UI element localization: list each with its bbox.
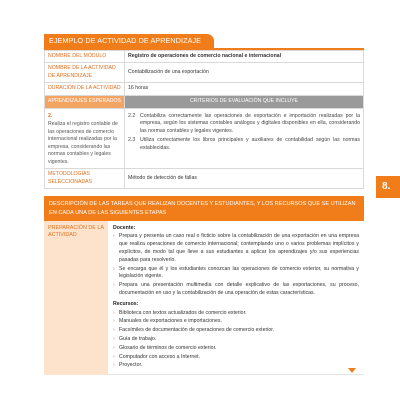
recursos-label: Recursos:	[113, 300, 139, 307]
criterio-number: 2.3	[128, 137, 136, 144]
bullet-arrow-icon: ›	[113, 327, 115, 334]
actividad-label: NOMBRE DE LA ACTIVIDAD DE APRENDIZAJE	[45, 63, 125, 83]
aprendizaje-row	[45, 108, 364, 169]
actividad-row	[45, 63, 364, 83]
activity-sheet	[44, 34, 364, 375]
list-item	[113, 327, 359, 335]
aprendizaje-cell	[45, 108, 125, 169]
continue-arrow-icon	[348, 368, 356, 373]
list-item	[113, 282, 359, 298]
list-item	[113, 310, 359, 318]
criterios-header: CRITERIOS DE EVALUACIÓN QUE INCLUYE	[125, 95, 364, 108]
preparacion-label: PREPARACIÓN DE LA ACTIVIDAD	[44, 221, 108, 376]
list-item	[113, 318, 359, 326]
aprendizajes-header: APRENDIZAJES ESPERADOS	[45, 95, 125, 108]
bullet-arrow-icon: ›	[113, 282, 115, 289]
list-item-text: Biblioteca con textos actualizados de comercio exterior.	[119, 309, 247, 316]
activity-info-table	[44, 50, 364, 190]
bullet-arrow-icon: ›	[113, 353, 115, 360]
list-item-text: Facsímiles de documentación de operaciones de comercio exterior.	[119, 327, 275, 334]
bullet-arrow-icon: ›	[113, 309, 115, 316]
header-row	[45, 95, 364, 108]
list-item-text: Guía de trabajo.	[119, 335, 157, 342]
aprendizaje-text: Realiza el registro contable de las operaciones de comercio internacional realizadas por la empresa, considerando las normas contables y legales vigentes.	[48, 121, 118, 165]
page-section-badge: 8.	[376, 176, 400, 198]
bullet-arrow-icon: ›	[113, 318, 115, 325]
modulo-label: NOMBRE DEL MÓDULO	[45, 50, 125, 63]
bullet-arrow-icon: ›	[113, 335, 115, 342]
bullet-arrow-icon: ›	[113, 233, 115, 240]
duracion-row	[45, 83, 364, 96]
metodologias-label: METODOLOGÍAS SELECCIONADAS	[45, 169, 125, 189]
bullet-arrow-icon: ›	[113, 362, 115, 369]
list-item	[113, 233, 359, 264]
modulo-value: Registro de operaciones de comercio nacional e internacional	[125, 50, 364, 63]
metodologias-value: Método de detección de fallas	[125, 169, 364, 189]
preparacion-content	[108, 221, 364, 376]
list-item	[113, 266, 359, 282]
preparacion-row	[44, 221, 364, 376]
list-item-text: Glosario de términos de comercio exterior.	[119, 344, 217, 351]
list-item	[113, 345, 359, 353]
list-item-text: Proyector.	[119, 362, 143, 369]
modulo-row	[45, 50, 364, 63]
sheet-title: EJEMPLO DE ACTIVIDAD DE APRENDIZAJE	[44, 34, 214, 48]
list-item-text: Se encarga que él y los estudiantes conozcan las operaciones de comercio exterior, su normativa y legislación vigente.	[119, 265, 359, 280]
bullet-arrow-icon: ›	[113, 344, 115, 351]
actividad-value: Contabilización de una exportación	[125, 63, 364, 83]
criterio-text: Utiliza correctamente los libros principales y auxiliares de contabilidad según las normas establecidas.	[140, 137, 360, 151]
criterio-number: 2.2	[128, 112, 136, 119]
tasks-section-header: DESCRIPCIÓN DE LAS TAREAS QUE REALIZAN DOCENTES Y ESTUDIANTES, Y LOS RECURSOS QUE SE UTILIZAN EN CADA UNA DE LAS SIGUIENTES ETAPAS	[44, 196, 364, 220]
duracion-label: DURACIÓN DE LA ACTIVIDAD	[45, 83, 125, 96]
list-item-text: Prepara y presenta un caso real o ficticio sobre la contabilización de una exportación en una empresa que realiza operaciones de comercio internacional; contemplando uno o varios problemas implícitos y explícitos, de modo tal que lleve a sus estudiantes a aplicar los aprendizajes y/o sus experiencias pasadas para resolverlo.	[119, 233, 359, 263]
list-item	[113, 354, 359, 362]
duracion-value: 16 horas	[125, 83, 364, 96]
criterio-text: Contabiliza correctamente las operaciones de exportación e importación realizadas por la empresa, según los sistemas contables análogos y digitales disponibles en ella, considerando las normas contables y legales vigentes.	[140, 112, 360, 134]
list-item	[113, 362, 359, 370]
criterios-cell	[125, 108, 364, 169]
list-item-text: Manuales de exportaciones e importaciones.	[119, 318, 222, 325]
bullet-arrow-icon: ›	[113, 265, 115, 272]
criterio-item	[128, 113, 360, 136]
list-item-text: Computador con acceso a Internet.	[119, 353, 201, 360]
metodologias-row	[45, 169, 364, 189]
docente-label: Docente:	[113, 224, 136, 231]
aprendizaje-number: 2.	[48, 112, 53, 119]
list-item-text: Prepara una presentación multimedia con detalle explicativo de las exportaciones, su proceso, documentación en uso y la contabilización de una operación de estas características.	[119, 282, 359, 296]
list-item	[113, 336, 359, 344]
criterio-item	[128, 137, 360, 152]
